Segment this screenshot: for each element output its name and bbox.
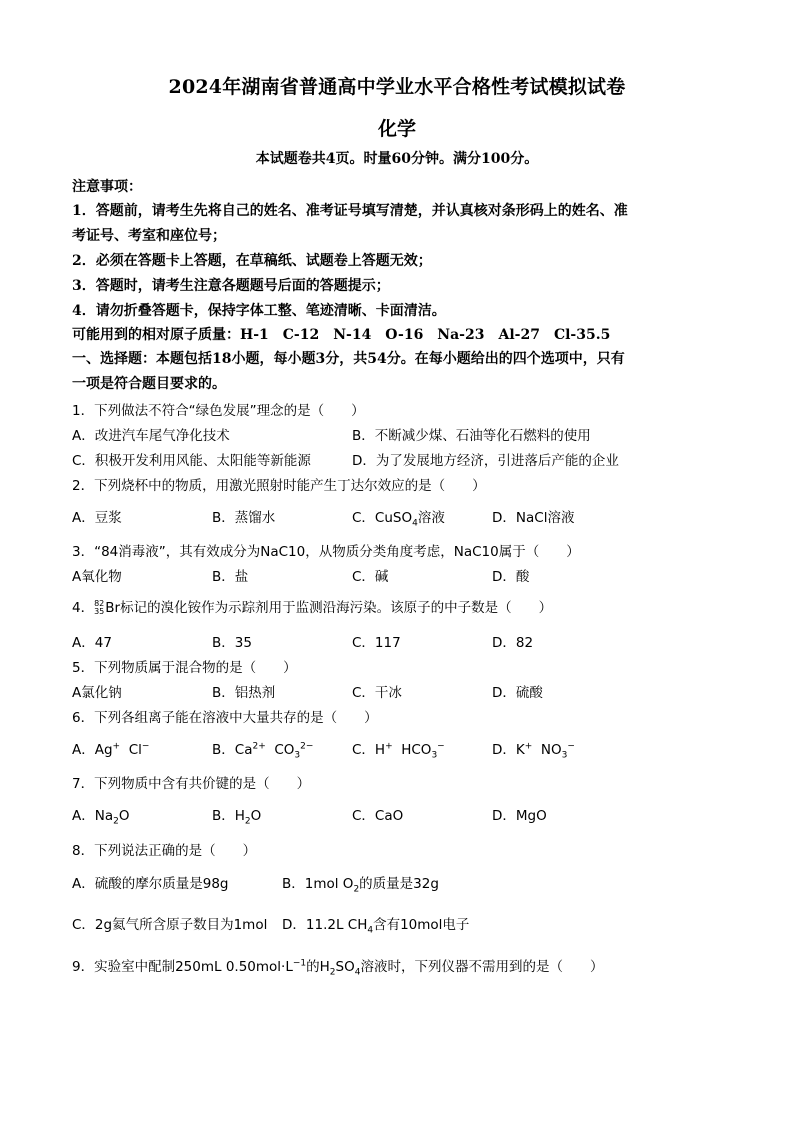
- q6-option-a: A．Ag+ Cl−: [72, 741, 150, 758]
- q4-option-a: A．47: [72, 635, 112, 651]
- notice-item-1-cont: 考证号、考室和座位号；: [72, 228, 226, 244]
- exam-title: 2024年湖南省普通高中学业水平合格性考试模拟试卷: [168, 76, 626, 98]
- q3-option-b: B．盐: [212, 569, 249, 585]
- q5-stem: 5．下列物质属于混合物的是（ ）: [72, 660, 297, 676]
- q4-option-c: C．117: [352, 635, 401, 651]
- exam-info: 本试题卷共4页。时量60分钟。满分100分。: [255, 151, 539, 167]
- q6-stem: 6．下列各组离子能在溶液中大量共存的是（ ）: [72, 710, 378, 726]
- atomic-masses: 可能用到的相对原子质量：H-1 C-12 N-14 O-16 Na-23 Al-27 Cl-35.5: [72, 327, 611, 343]
- q7-option-d: D．MgO: [492, 808, 547, 824]
- q7-stem: 7．下列物质中含有共价键的是（ ）: [72, 776, 311, 792]
- q3-stem: 3．“84消毒液”，其有效成分为NaC10，从物质分类角度考虑，NaC10属于（ ）: [72, 544, 580, 560]
- q5-option-a: A氯化钠: [72, 685, 122, 701]
- notice-item-1: 1．答题前，请考生先将自己的姓名、准考证号填写清楚，并认真核对条形码上的姓名、准: [72, 203, 628, 219]
- notice-item-4: 4．请勿折叠答题卡，保持字体工整、笔迹清晰、卡面清洁。: [72, 303, 446, 319]
- q1-option-c: C．积极开发利用风能、太阳能等新能源: [72, 453, 311, 469]
- q2-option-b: B．蒸馏水: [212, 510, 276, 526]
- subject-title: 化学: [377, 118, 416, 140]
- q1-option-d: D．为了发展地方经济，引进落后产能的企业: [352, 453, 619, 469]
- q5-option-d: D．硫酸: [492, 685, 543, 701]
- q5-option-c: C．干冰: [352, 685, 402, 701]
- notice-heading: 注意事项：: [72, 179, 142, 195]
- q7-option-c: C．CaO: [352, 808, 404, 824]
- isotope-notation: 82 35: [94, 599, 105, 616]
- q2-option-a: A．豆浆: [72, 510, 122, 526]
- q8-option-c: C．2g氦气所含原子数目为1mol: [72, 917, 268, 933]
- q7-option-a: A．$Na_2O$: [72, 808, 130, 827]
- q4-option-b: B．35: [212, 635, 252, 651]
- q4-option-d: D．82: [492, 635, 534, 651]
- q1-option-b: B．不断减少煤、石油等化石燃料的使用: [352, 428, 591, 444]
- q2-stem: 2．下列烧杯中的物质，用激光照射时能产生丁达尔效应的是（ ）: [72, 478, 486, 494]
- q6-option-b: B．$Ca^{2+}$ $CO_3^{2-}$: [212, 741, 314, 761]
- q3-option-c: C．碱: [352, 569, 389, 585]
- section-1-heading: 一、选择题：本题包括18小题，每小题3分，共54分。在每小题给出的四个选项中，只有: [72, 351, 625, 367]
- q1-stem: 1．下列做法不符合“绿色发展”理念的是（ ）: [72, 403, 365, 419]
- section-1-heading-cont: 一项是符合题目要求的。: [72, 376, 226, 392]
- q6-option-d: D．K+ $NO_3^-$: [492, 741, 575, 761]
- q8-option-a: A．硫酸的摩尔质量是98g: [72, 876, 229, 892]
- q8-stem: 8．下列说法正确的是（ ）: [72, 843, 257, 859]
- q8-option-d: D．11.2L $CH_4$含有10mol电子: [282, 917, 470, 936]
- q2-option-c: C．CuSO$_4$溶液: [352, 510, 445, 529]
- notice-item-3: 3．答题时，请考生注意各题题号后面的答题提示；: [72, 278, 390, 294]
- q8-option-b: B．1mol $O_2$的质量是32g: [282, 876, 439, 895]
- q6-option-c: C．H+ $HCO_3^-$: [352, 741, 445, 761]
- q1-option-a: A．改进汽车尾气净化技术: [72, 428, 230, 444]
- q7-option-b: B．$H_2O$: [212, 808, 262, 827]
- q4-stem: 4． 82 35 Br标记的溴化铵作为示踪剂用于监测沿海污染。该原子的中子数是（ ）: [72, 599, 553, 616]
- q3-option-d: D．酸: [492, 569, 530, 585]
- q9-stem: 9．实验室中配制250mL $0.50mol\cdot L^{-1}$的$H_2SO_4$溶液时，下列仪器不需用到的是（ ）: [72, 958, 604, 978]
- q5-option-b: B．铝热剂: [212, 685, 276, 701]
- q2-option-d: D．NaCl溶液: [492, 510, 575, 526]
- notice-item-2: 2．必须在答题卡上答题，在草稿纸、试题卷上答题无效；: [72, 253, 432, 269]
- q3-option-a: A氧化物: [72, 569, 122, 585]
